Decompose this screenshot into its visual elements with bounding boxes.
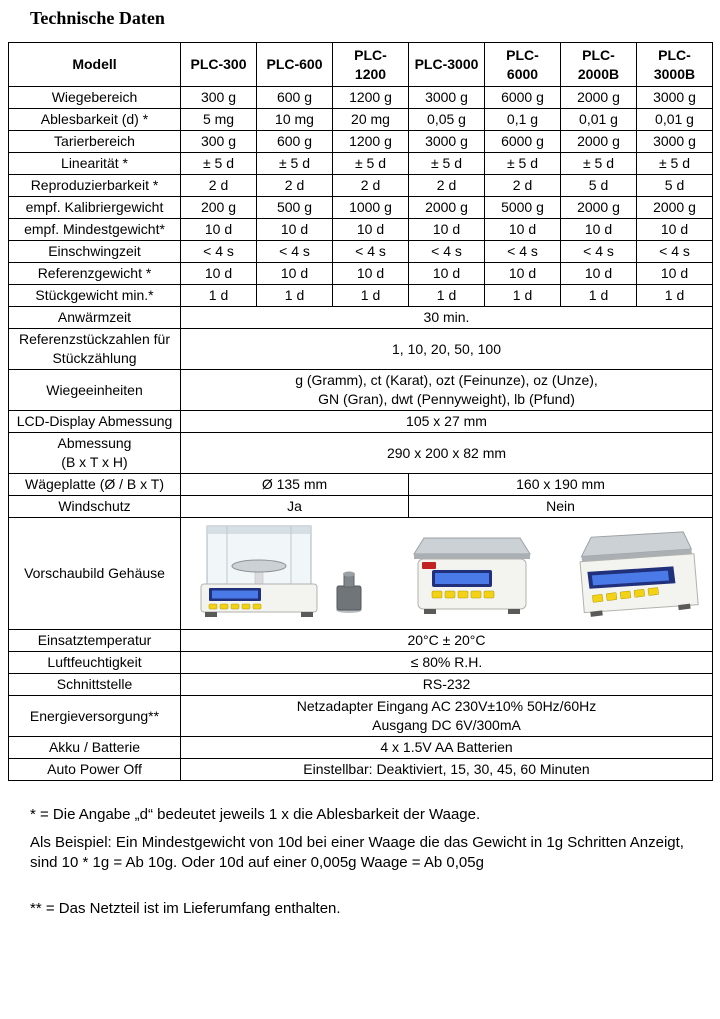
model-header: Modell: [9, 43, 181, 87]
row-label: Wiegeeinheiten: [9, 370, 181, 411]
spec-value: 300 g: [181, 131, 257, 153]
spec-value: 10 d: [409, 219, 485, 241]
spec-value-left: Ja: [181, 496, 409, 518]
row-label: Linearität *: [9, 153, 181, 175]
row-label: Luftfeuchtigkeit: [9, 652, 181, 674]
column-header-PLC-3000B: PLC- 3000B: [637, 43, 713, 87]
footnote-example: Als Beispiel: Ein Mindestgewicht von 10d bei einer Waage die das Gewicht in 1g Schritten Anzeigt, sind 10 * 1g = Ab 10g. Oder 10d auf einer 0,005g Waage = Ab 0,05g: [30, 834, 684, 871]
spec-value-right: 160 x 190 mm: [409, 474, 713, 496]
spec-value-span: 30 min.: [181, 307, 713, 329]
table-row-autopoweroff: [9, 759, 713, 781]
row-label: empf. Kalibriergewicht: [9, 197, 181, 219]
spec-value: 10 d: [485, 263, 561, 285]
spec-value: 600 g: [257, 87, 333, 109]
spec-value: 10 mg: [257, 109, 333, 131]
spec-value: 1000 g: [333, 197, 409, 219]
spec-value: 1 d: [485, 285, 561, 307]
table-row-energieversorgung: [9, 696, 713, 737]
spec-value: ± 5 d: [257, 153, 333, 175]
column-header-PLC-1200: PLC- 1200: [333, 43, 409, 87]
spec-value: 2 d: [485, 175, 561, 197]
table-row-abmessung: [9, 433, 713, 474]
spec-value: 3000 g: [409, 131, 485, 153]
spec-value-right: Nein: [409, 496, 713, 518]
spec-value-span: g (Gramm), ct (Karat), ozt (Feinunze), oz (Unze), GN (Gran), dwt (Pennyweight), lb (Pfund): [181, 370, 713, 411]
spec-value: 300 g: [181, 87, 257, 109]
spec-value: 5 mg: [181, 109, 257, 131]
spec-value: 10 d: [409, 263, 485, 285]
spec-value: 10 d: [257, 263, 333, 285]
spec-value-span: 290 x 200 x 82 mm: [181, 433, 713, 474]
spec-value: < 4 s: [181, 241, 257, 263]
column-header-PLC-2000B: PLC- 2000B: [561, 43, 637, 87]
spec-value-span: Einstellbar: Deaktiviert, 15, 30, 45, 60 Minuten: [181, 759, 713, 781]
table-row-lcd-display: [9, 411, 713, 433]
spec-value: 2000 g: [409, 197, 485, 219]
table-row-wiegeeinheiten: [9, 370, 713, 411]
row-label: Wiegebereich: [9, 87, 181, 109]
spec-value: 3000 g: [637, 131, 713, 153]
spec-value: 3000 g: [409, 87, 485, 109]
spec-value: 600 g: [257, 131, 333, 153]
column-header-PLC-6000: PLC- 6000: [485, 43, 561, 87]
spec-value: 10 d: [333, 263, 409, 285]
row-label: Vorschaubild Gehäuse: [9, 518, 181, 630]
spec-value: < 4 s: [257, 241, 333, 263]
spec-value: ± 5 d: [485, 153, 561, 175]
preview-images-cell: [181, 518, 713, 630]
row-label: Referenzstückzahlen für Stückzählung: [9, 329, 181, 370]
preview-images-strip: [183, 522, 710, 626]
row-label: LCD-Display Abmessung: [9, 411, 181, 433]
row-label: empf. Mindestgewicht*: [9, 219, 181, 241]
table-row-mindestgewicht: [9, 219, 713, 241]
spec-value: 0,01 g: [637, 109, 713, 131]
table-row-linearitaet: [9, 153, 713, 175]
row-label: Einschwingzeit: [9, 241, 181, 263]
row-label: Energieversorgung**: [9, 696, 181, 737]
spec-value: 0,1 g: [485, 109, 561, 131]
spec-value: 1200 g: [333, 131, 409, 153]
spec-value: 1 d: [409, 285, 485, 307]
table-row-luftfeuchtigkeit: [9, 652, 713, 674]
column-header-PLC-600: PLC-600: [257, 43, 333, 87]
spec-value: 10 d: [257, 219, 333, 241]
spec-value-span: ≤ 80% R.H.: [181, 652, 713, 674]
spec-value: 10 d: [637, 219, 713, 241]
table-row-akku: [9, 737, 713, 759]
table-row-kalibriergewicht: [9, 197, 713, 219]
table-row-schnittstelle: [9, 674, 713, 696]
row-label: Stückgewicht min.*: [9, 285, 181, 307]
spec-value: 10 d: [561, 219, 637, 241]
row-label: Abmessung (B x T x H): [9, 433, 181, 474]
footnotes: [30, 805, 692, 919]
table-row-ablesbarkeit: [9, 109, 713, 131]
row-label: Schnittstelle: [9, 674, 181, 696]
spec-value: 6000 g: [485, 87, 561, 109]
table-row-waegeplatte: [9, 474, 713, 496]
spec-value: 10 d: [637, 263, 713, 285]
spec-value: ± 5 d: [333, 153, 409, 175]
spec-value: 2000 g: [561, 197, 637, 219]
spec-value: ± 5 d: [637, 153, 713, 175]
spec-value: 10 d: [181, 263, 257, 285]
spec-table: [8, 42, 713, 781]
row-label: Wägeplatte (Ø / B x T): [9, 474, 181, 496]
spec-value: 1 d: [333, 285, 409, 307]
table-row-referenzstueckzahlen: [9, 329, 713, 370]
table-row-tarierbereich: [9, 131, 713, 153]
column-header-PLC-3000: PLC-3000: [409, 43, 485, 87]
spec-value: 0,05 g: [409, 109, 485, 131]
spec-value: < 4 s: [637, 241, 713, 263]
spec-value: 20 mg: [333, 109, 409, 131]
spec-value: 1 d: [257, 285, 333, 307]
spec-value: 0,01 g: [561, 109, 637, 131]
row-label: Einsatztemperatur: [9, 630, 181, 652]
page-title: Technische Daten: [30, 8, 165, 28]
table-row-windschutz: [9, 496, 713, 518]
spec-value: < 4 s: [485, 241, 561, 263]
spec-value: ± 5 d: [409, 153, 485, 175]
scale-image-draft-shield: [183, 522, 381, 626]
spec-value-span: 1, 10, 20, 50, 100: [181, 329, 713, 370]
spec-value: 5000 g: [485, 197, 561, 219]
row-label: Windschutz: [9, 496, 181, 518]
spec-value: 3000 g: [637, 87, 713, 109]
spec-value: 10 d: [333, 219, 409, 241]
table-row-stueckgewicht: [9, 285, 713, 307]
spec-value: 2 d: [333, 175, 409, 197]
footnote-power-supply: ** = Das Netzteil ist im Lieferumfang enthalten.: [30, 900, 341, 917]
spec-value: < 4 s: [333, 241, 409, 263]
table-row-wiegebereich: [9, 87, 713, 109]
spec-value: 200 g: [181, 197, 257, 219]
spec-value: 6000 g: [485, 131, 561, 153]
table-row-einschwingzeit: [9, 241, 713, 263]
spec-value: < 4 s: [409, 241, 485, 263]
spec-value: 5 d: [561, 175, 637, 197]
row-label: Ablesbarkeit (d) *: [9, 109, 181, 131]
spec-value: 1 d: [561, 285, 637, 307]
spec-value-span: 105 x 27 mm: [181, 411, 713, 433]
table-row-anwaermzeit: [9, 307, 713, 329]
spec-value-span: 4 x 1.5V AA Batterien: [181, 737, 713, 759]
spec-value: 10 d: [485, 219, 561, 241]
spec-value: 1 d: [637, 285, 713, 307]
row-label: Anwärmzeit: [9, 307, 181, 329]
spec-value: 2000 g: [561, 87, 637, 109]
row-label: Tarierbereich: [9, 131, 181, 153]
table-row-referenzgewicht: [9, 263, 713, 285]
spec-value: 1200 g: [333, 87, 409, 109]
row-label: Akku / Batterie: [9, 737, 181, 759]
spec-value: 10 d: [181, 219, 257, 241]
spec-value: 2000 g: [561, 131, 637, 153]
spec-value-span: 20°C ± 20°C: [181, 630, 713, 652]
spec-value-span: Netzadapter Eingang AC 230V±10% 50Hz/60Hz Ausgang DC 6V/300mA: [181, 696, 713, 737]
table-row-einsatztemperatur: [9, 630, 713, 652]
spec-value: 2 d: [181, 175, 257, 197]
column-header-PLC-300: PLC-300: [181, 43, 257, 87]
spec-value-left: Ø 135 mm: [181, 474, 409, 496]
row-label: Referenzgewicht *: [9, 263, 181, 285]
spec-value: 2 d: [257, 175, 333, 197]
spec-value-span: RS-232: [181, 674, 713, 696]
spec-value: 5 d: [637, 175, 713, 197]
spec-value: ± 5 d: [561, 153, 637, 175]
row-label: Auto Power Off: [9, 759, 181, 781]
table-row-reproduzierbarkeit: [9, 175, 713, 197]
table-row-vorschaubild: [9, 518, 713, 630]
scale-image-front-view: [404, 522, 540, 626]
spec-value: 2000 g: [637, 197, 713, 219]
spec-value: < 4 s: [561, 241, 637, 263]
spec-value: 500 g: [257, 197, 333, 219]
spec-value: ± 5 d: [181, 153, 257, 175]
scale-image-angled-view: [562, 522, 710, 626]
spec-value: 1 d: [181, 285, 257, 307]
spec-value: 2 d: [409, 175, 485, 197]
footnote-d-definition: * = Die Angabe „d“ bedeutet jeweils 1 x die Ablesbarkeit der Waage.: [30, 806, 481, 823]
spec-value: 10 d: [561, 263, 637, 285]
row-label: Reproduzierbarkeit *: [9, 175, 181, 197]
table-row-header: [9, 43, 713, 87]
